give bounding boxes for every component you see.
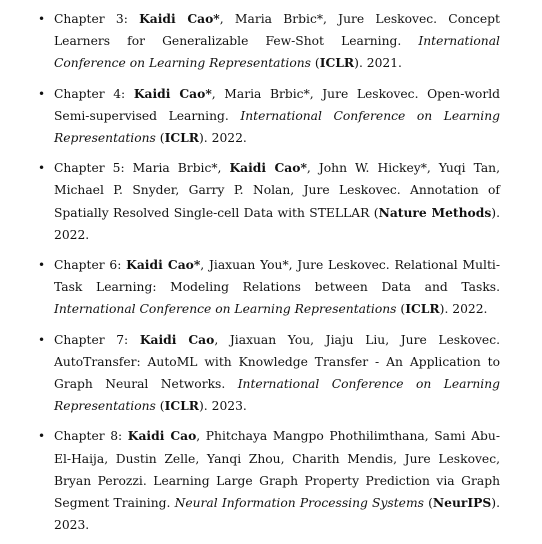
paper-title: Annotation of Spatially Resolved Single-cell Data with STELLAR <box>54 183 500 220</box>
author-list: Maria Brbic*, <box>132 161 230 176</box>
paper-title: Learning Large Graph Property Prediction via Graph Segment Training. <box>54 473 500 511</box>
paper-title: AutoTransfer: AutoML with Knowledge Transfer - An Application to Graph Neural Networks. <box>54 354 500 392</box>
author-highlight: Kaidi Cao* <box>126 257 201 273</box>
chapter-label: Chapter 3: <box>54 12 140 26</box>
publication-list <box>38 8 500 544</box>
venue-abbrev: ICLR <box>164 130 199 146</box>
venue-name: International Conference on Learning Representations <box>54 108 501 146</box>
bullet-icon: • <box>38 12 46 26</box>
chapter-label: Chapter 8: <box>54 429 128 444</box>
bullet-icon: • <box>38 258 46 273</box>
venue-name: Neural Information Processing Systems <box>174 496 424 511</box>
author-list: , Phitchaya Mangpo Phothilimthana, Sami Abu-El-Haija, Dustin Zelle, Yanqi Zhou, Charith Mendis, Jure Leskovec, Bryan Perozzi. <box>54 429 501 488</box>
list-item: • Chapter 6: Kaidi Cao*, Jiaxuan You*, Jure Leskovec. Relational Multi-Task Learning: Modeling Relations between Data and Tasks. International Conference on Learning Representations (ICLR). 2022. <box>38 254 500 321</box>
year: . 2022. <box>444 302 488 317</box>
venue-abbrev: ICLR <box>164 398 199 414</box>
bullet-icon: • <box>38 332 46 347</box>
list-item: • Chapter 5: Maria Brbic*, Kaidi Cao*, John W. Hickey*, Yuqi Tan, Michael P. Snyder, Garry P. Nolan, Jure Leskovec. Annotation of Spatially Resolved Single-cell Data with STELLAR (Nature Methods). 2022. <box>38 157 500 246</box>
venue-abbrev: ICLR <box>319 55 355 71</box>
venue-name: International Conference on Learning Representations <box>54 34 500 71</box>
list-item: • Chapter 4: Kaidi Cao*, Maria Brbic*, Jure Leskovec. Open-world Semi-supervised Learning. International Conference on Learning Representations (ICLR). 2022. <box>38 83 500 150</box>
bullet-icon: • <box>38 429 46 444</box>
year: . 2021. <box>358 56 402 71</box>
venue-abbrev: ICLR <box>405 301 440 317</box>
list-item: • Chapter 3: Kaidi Cao*, Maria Brbic*, Jure Leskovec. Concept Learners for Generalizable Few-Shot Learning. International Conference on Learning Representations (ICLR). 2021. <box>38 8 500 75</box>
list-item: • Chapter 8: Kaidi Cao, Phitchaya Mangpo Phothilimthana, Sami Abu-El-Haija, Dustin Zelle, Yanqi Zhou, Charith Mendis, Jure Leskovec, Bryan Perozzi. Learning Large Graph Property Prediction via Graph Segment Training. Neural Information Processing Systems (NeurIPS). 2023. <box>38 425 500 536</box>
author-highlight: Kaidi Cao <box>127 428 197 444</box>
chapter-label: Chapter 5: <box>54 161 133 176</box>
author-list: , Jiaxuan You, Jiaju Liu, Jure Leskovec. <box>214 332 500 347</box>
author-highlight: Kaidi Cao* <box>133 85 212 101</box>
chapter-label: Chapter 7: <box>54 332 140 347</box>
bullet-icon: • <box>38 86 46 101</box>
chapter-label: Chapter 6: <box>54 258 127 273</box>
year: . 2022. <box>203 131 247 146</box>
year: . 2022. <box>54 205 500 242</box>
year: . 2023. <box>203 399 247 414</box>
year: . 2023. <box>54 496 500 533</box>
venue-name: International Conference on Learning Representations <box>54 302 397 317</box>
paper-title: Relational Multi-Task Learning: Modeling Relations between Data and Tasks. <box>54 258 500 295</box>
paper-title: Open-world Semi-supervised Learning. <box>54 86 501 123</box>
paper-title: Concept Learners for Generalizable Few-Shot Learning. <box>54 12 500 49</box>
author-list: , Maria Brbic*, Jure Leskovec. <box>211 86 419 101</box>
author-highlight: Kaidi Cao* <box>139 11 220 26</box>
author-list: , Maria Brbic*, Jure Leskovec. <box>219 12 438 26</box>
author-list: , Jiaxuan You*, Jure Leskovec. <box>200 258 390 273</box>
bullet-icon: • <box>38 161 46 176</box>
venue-abbrev: NeurIPS <box>432 495 492 511</box>
venue-abbrev: Nature Methods <box>378 204 492 220</box>
author-highlight: Kaidi Cao* <box>229 160 307 176</box>
author-highlight: Kaidi Cao <box>139 331 215 347</box>
list-item: • Chapter 7: Kaidi Cao, Jiaxuan You, Jiaju Liu, Jure Leskovec. AutoTransfer: AutoML with Knowledge Transfer - An Application to Graph Neural Networks. International Conference on Learning Representations (ICLR). 2023. <box>38 329 500 418</box>
venue-name: International Conference on Learning Representations <box>54 377 500 414</box>
author-list: , John W. Hickey*, Yuqi Tan, Michael P. Snyder, Garry P. Nolan, Jure Leskovec. <box>54 161 501 198</box>
chapter-label: Chapter 4: <box>54 86 134 101</box>
